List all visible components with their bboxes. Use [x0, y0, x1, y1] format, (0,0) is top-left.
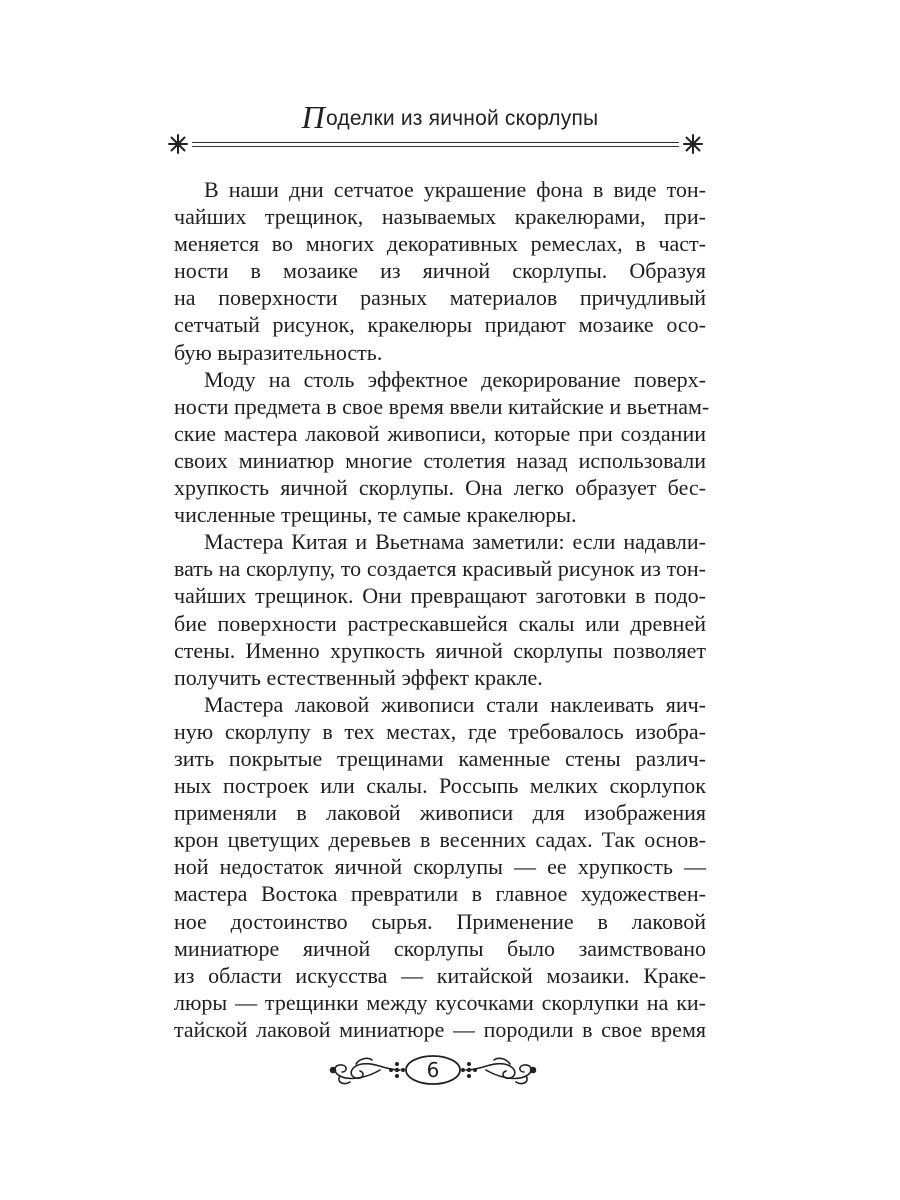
- text-line: Мастера Китая и Вьетнама заметили: если надавли-: [204, 529, 706, 555]
- snowflake-ornament-icon: [166, 132, 190, 156]
- text-line: на поверхности разных материалов причудливый: [174, 285, 706, 311]
- text-line: миниатюре яичной скорлупы было заимствовано: [174, 935, 706, 961]
- text-line: вать на скорлупу, то создается красивый рисунок из тон-: [174, 556, 706, 582]
- text-line: ности предмета в свое время ввели китайские и вьетнам-: [174, 393, 710, 419]
- text-line: меняется во многих декоративных ремеслах, в част-: [174, 231, 706, 257]
- text-line: чайших трещинок, называемых кракелюрами, при-: [174, 204, 706, 230]
- body-text: [174, 176, 710, 1043]
- header-title-text: оделки из яичной скорлупы: [325, 107, 599, 130]
- text-line: бие поверхности растрескавшейся скалы или древней: [174, 610, 706, 636]
- text-line: ную скорлупу в тех местах, где требовалось изобра-: [174, 718, 706, 744]
- text-line: численные трещины, те самые кракелюры.: [174, 502, 577, 528]
- text-line: получить естественный эффект кракле.: [174, 664, 543, 690]
- text-line: сетчатый рисунок, кракелюры придают мозаике осо-: [174, 312, 706, 338]
- text-line: мастера Востока превратили в главное художествен-: [174, 881, 706, 907]
- text-line: своих миниатюр многие столетия назад использовали: [174, 447, 706, 473]
- page-number: 6: [426, 1058, 440, 1082]
- text-line: из области искусства — китайской мозаики. Краке-: [174, 962, 706, 988]
- running-header-title: [0, 99, 900, 135]
- text-line: Мастера лаковой живописи стали наклеивать яич-: [204, 691, 706, 717]
- header-title-initial: П: [301, 99, 325, 135]
- text-line: тайской лаковой миниатюре — породили в свое время: [174, 1016, 706, 1042]
- text-line: ские мастера лаковой живописи, которые при создании: [174, 420, 706, 446]
- text-line: Моду на столь эффектное декорирование поверх-: [204, 366, 706, 392]
- header-double-rule: [192, 142, 679, 147]
- text-line: В наши дни сетчатое украшение фона в виде тон-: [204, 177, 706, 202]
- text-line: ных построек или скалы. Россыпь мелких скорлупок: [174, 773, 706, 799]
- text-line: крон цветущих деревьев в весенних садах. Так основ-: [174, 827, 706, 853]
- text-line: зить покрытые трещинами каменные стены различ-: [174, 745, 706, 771]
- text-line: хрупкость яичной скорлупы. Она легко образует бес-: [174, 475, 706, 501]
- text-line: ности в мозаике из яичной скорлупы. Образуя: [174, 258, 706, 284]
- text-line: чайших трещинок. Они превращают заготовки в подо-: [174, 583, 706, 609]
- text-line: ное достоинство сырья. Применение в лаковой: [174, 908, 706, 934]
- flower-icon: [389, 1062, 405, 1078]
- text-line: применяли в лаковой живописи для изображения: [174, 800, 706, 826]
- text-line: ной недостаток яичной скорлупы — ее хрупкость —: [174, 854, 706, 880]
- snowflake-ornament-icon: [681, 132, 705, 156]
- text-line: бую выразительность.: [174, 339, 383, 365]
- text-line: люры — трещинки между кусочками скорлупки на ки-: [174, 989, 706, 1015]
- text-line: стены. Именно хрупкость яичной скорлупы позволяет: [174, 637, 706, 663]
